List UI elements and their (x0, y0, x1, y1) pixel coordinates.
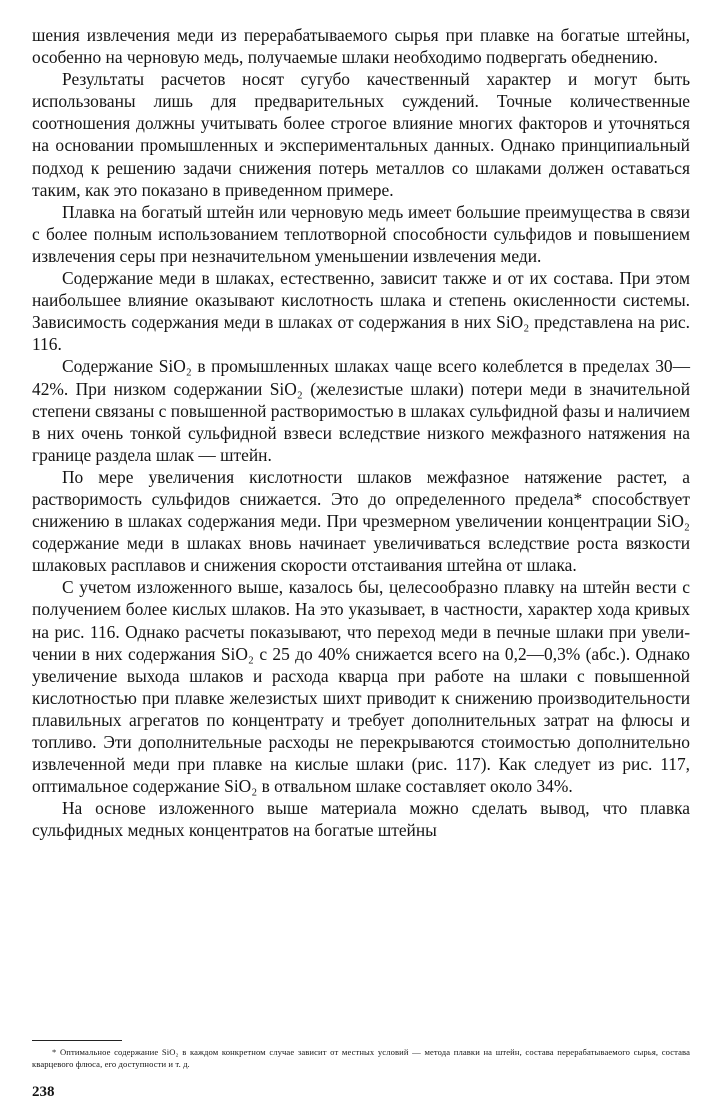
paragraph-6: По мере увеличения кислотности шлаков межфазное натяжение растет, а растворимость сульфидов снижается. Это до определенного предела* способствует снижению в шлаках содержания меди. При чрезмерном увеличении концентрации SiO₂ содержание меди в шлаках вновь начинает увеличиваться вследствие роста вязкости шлаковых расплавов и снижения скорости отстаивания штейна от шлака. (32, 466, 690, 576)
paragraph-8: На основе изложенного выше материала можно сделать вывод, что плавка сульфидных медных концентратов на богатые штейны (32, 798, 690, 841)
paragraph-4: Содержание меди в шлаках, естественно, зависит также и от их состава. При этом наибольшее влияние оказывают кислотность шлака и степень окисленности системы. Зависимость содержания меди в шлаках от содержания в них SiO₂ представлена на рис. 116. (32, 268, 690, 355)
page-number: 238 (32, 1084, 55, 1100)
paragraph-2: Результаты расчетов носят сугубо качественный характер и могут быть использованы лишь для предварительных суждений. Точные количественные соотношения должны учитывать более строгое влияние многих факторов и уточняться на основании промышленных и экспериментальных данных. Однако принципиальный подход к решению задачи снижения потерь металлов со шлаками должен оставаться таким, как это показано в приведенном примере. (32, 69, 690, 200)
paragraph-5: Содержание SiO₂ в промышленных шлаках чаще всего колеблется в пределах 30—42%. При низком содержании SiO₂ (железистые шлаки) потери меди в значительной степени связаны с повышенной растворимостью в шлаках сульфидной фазы и наличием в них очень тонкой сульфидной взвеси вследствие низкого межфазного натяжения на границе раздела шлак — штейн. (32, 356, 690, 465)
page-body (32, 24, 690, 841)
footnote-divider (32, 1040, 122, 1041)
footnote: * Оптимальное содержание SiO₂ в каждом конкретном случае зависит от местных условий — метода плавки на штейн, состава перерабатываемого сырья, состава кварцевого флюса, его доступности и т. д. (32, 1047, 690, 1069)
paragraph-7: С учетом изложенного выше, казалось бы, целесообразно плавку на штейн вести с получением более кислых шлаков. На это указывает, в частности, характер хода кривых на рис. 116. Однако расчеты показывают, что переход меди в печные шлаки при увеличении в них содержания SiO₂ с 25 до 40% снижается всего на 0,2—0,3% (абс.). Однако увеличение выхода шлаков и расхода кварца при работе на шлаки с повышенной кислотностью при плавке железистых шихт приводит к снижению производительности плавильных агрегатов по концентрату и требует дополнительных затрат на флюсы и топливо. Эти дополнительные расходы не перекрываются стоимостью дополнительно извлеченной меди при плавке на кислые шлаки (рис. 117). Как следует из рис. 117, оптимальное содержание SiO₂ в отвальном шлаке составляет около 34%. (32, 577, 690, 797)
paragraph-3: Плавка на богатый штейн или черновую медь имеет большие преимущества в связи с более полным использованием теплотворной способности сульфидов и повышением извлечения серы при незначительном уменьшении извлечения меди. (32, 201, 690, 266)
paragraph-1: шения извлечения меди из перерабатываемого сырья при плавке на богатые штейны, особенно на черновую медь, получаемые шлаки необходимо подвергать обеднению. (32, 25, 690, 68)
